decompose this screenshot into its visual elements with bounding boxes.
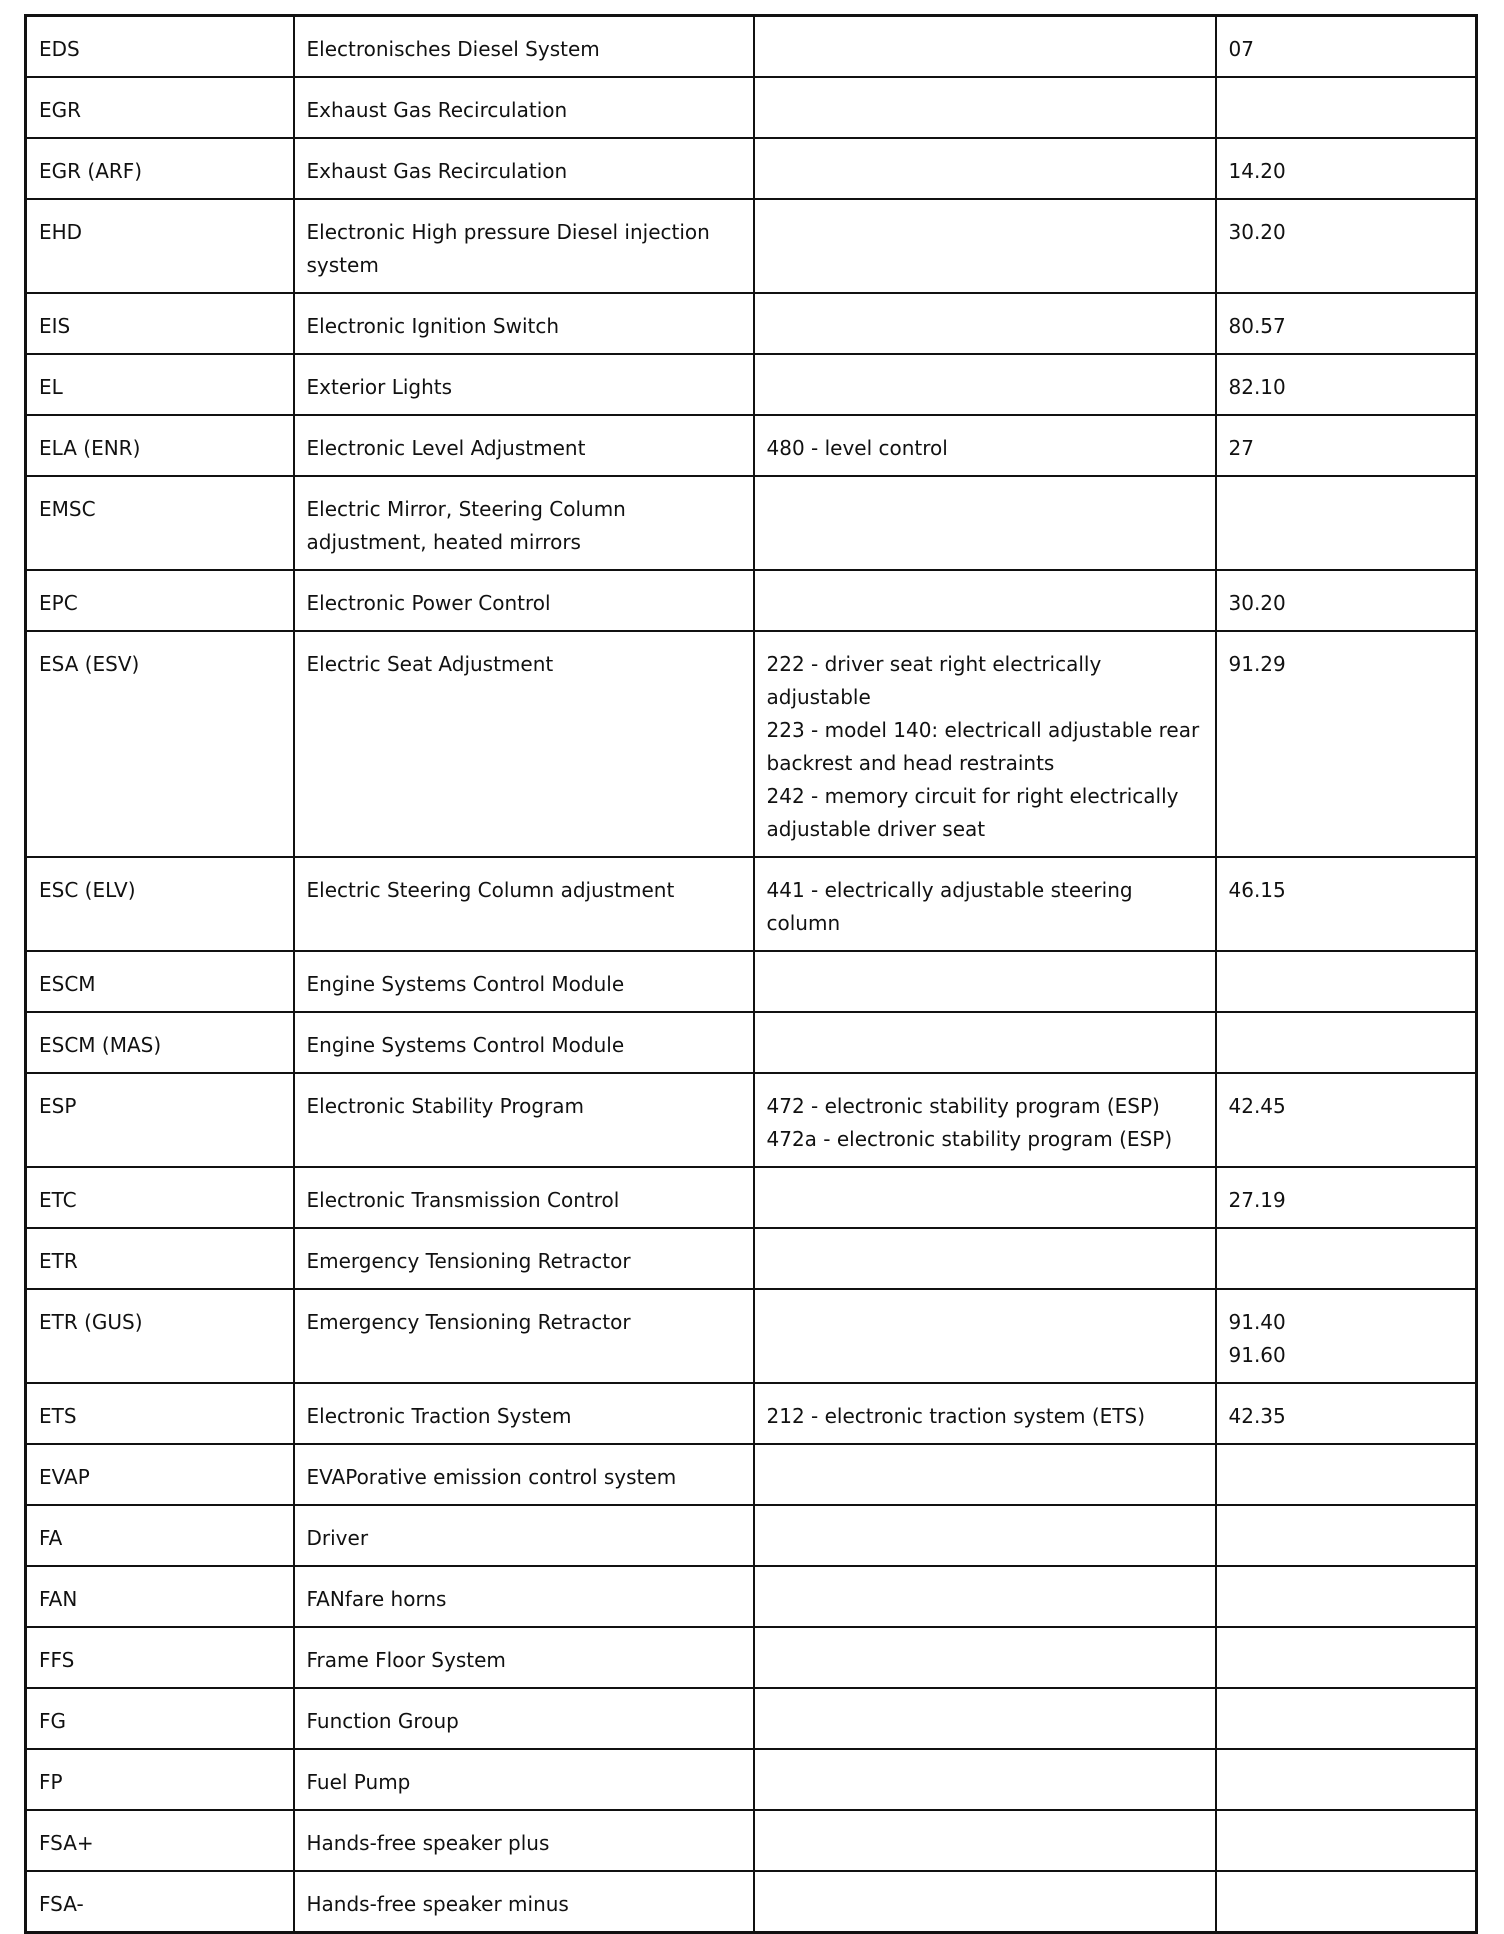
table-row (26, 77, 1477, 138)
table-row (26, 1566, 1477, 1627)
option-code-cell (754, 857, 1216, 951)
option-code-cell (754, 1012, 1216, 1073)
description-cell: Electric Mirror, Steering Column adjustment, heated mirrors (294, 476, 754, 570)
option-code-line: 480 - level control (766, 436, 948, 460)
option-code-line: 212 - electronic traction system (ETS) (766, 1404, 1146, 1428)
reference-number: 42.45 (1228, 1094, 1286, 1118)
option-code-cell (754, 951, 1216, 1012)
abbreviation-cell: EPC (26, 570, 294, 631)
option-code-cell (754, 1566, 1216, 1627)
abbreviation-cell: ETC (26, 1167, 294, 1228)
option-code-cell (754, 1444, 1216, 1505)
reference-number: 80.57 (1228, 314, 1286, 338)
option-code-cell (754, 1688, 1216, 1749)
reference-cell (1216, 476, 1477, 570)
reference-number: 14.20 (1228, 159, 1286, 183)
abbreviation-cell: EVAP (26, 1444, 294, 1505)
description-cell: FANfare horns (294, 1566, 754, 1627)
option-code-cell (754, 1289, 1216, 1383)
table-row (26, 199, 1477, 293)
option-code-cell (754, 415, 1216, 476)
reference-cell (1216, 1167, 1477, 1228)
option-code-line: 222 - driver seat right electrically adjustable (766, 652, 1102, 709)
description-cell: Exterior Lights (294, 354, 754, 415)
table-row (26, 857, 1477, 951)
description-cell: Driver (294, 1505, 754, 1566)
reference-cell (1216, 1688, 1477, 1749)
reference-number: 27.19 (1228, 1188, 1286, 1212)
reference-number: 30.20 (1228, 591, 1286, 615)
table-row (26, 1289, 1477, 1383)
reference-cell (1216, 1505, 1477, 1566)
abbreviation-cell: FSA+ (26, 1810, 294, 1871)
table-row (26, 354, 1477, 415)
description-cell: Engine Systems Control Module (294, 951, 754, 1012)
reference-cell (1216, 1871, 1477, 1933)
table-row (26, 415, 1477, 476)
description-cell: Electronic Power Control (294, 570, 754, 631)
reference-cell (1216, 354, 1477, 415)
description-cell: EVAPorative emission control system (294, 1444, 754, 1505)
abbreviation-cell: FFS (26, 1627, 294, 1688)
reference-cell (1216, 293, 1477, 354)
option-code-cell (754, 199, 1216, 293)
reference-cell (1216, 1810, 1477, 1871)
description-cell: Electronic Transmission Control (294, 1167, 754, 1228)
description-cell: Electronisches Diesel System (294, 16, 754, 78)
abbreviation-cell: EDS (26, 16, 294, 78)
reference-cell (1216, 857, 1477, 951)
table-row (26, 1228, 1477, 1289)
table-row (26, 1012, 1477, 1073)
description-cell: Emergency Tensioning Retractor (294, 1228, 754, 1289)
reference-cell (1216, 138, 1477, 199)
option-code-cell (754, 476, 1216, 570)
abbreviation-cell: FSA- (26, 1871, 294, 1933)
abbreviation-cell: EGR (ARF) (26, 138, 294, 199)
reference-cell (1216, 1012, 1477, 1073)
option-code-line: 472a - electronic stability program (ESP) (766, 1127, 1173, 1151)
table-row (26, 951, 1477, 1012)
table-row (26, 1444, 1477, 1505)
table-row (26, 1383, 1477, 1444)
description-cell: Engine Systems Control Module (294, 1012, 754, 1073)
description-cell: Exhaust Gas Recirculation (294, 138, 754, 199)
reference-number: 91.29 (1228, 652, 1286, 676)
table-row (26, 570, 1477, 631)
abbreviation-cell: ESA (ESV) (26, 631, 294, 857)
option-code-cell (754, 1167, 1216, 1228)
option-code-cell (754, 1505, 1216, 1566)
description-cell: Fuel Pump (294, 1749, 754, 1810)
description-cell: Electric Seat Adjustment (294, 631, 754, 857)
abbreviation-cell: ESC (ELV) (26, 857, 294, 951)
option-code-line: 223 - model 140: electricall adjustable rear backrest and head restraints (766, 718, 1200, 775)
abbreviation-cell: EHD (26, 199, 294, 293)
table-row (26, 1688, 1477, 1749)
reference-cell (1216, 1383, 1477, 1444)
option-code-line: 472 - electronic stability program (ESP) (766, 1094, 1160, 1118)
reference-number: 27 (1228, 436, 1254, 460)
reference-cell (1216, 951, 1477, 1012)
table-row (26, 1627, 1477, 1688)
description-cell: Hands-free speaker minus (294, 1871, 754, 1933)
abbreviation-cell: EGR (26, 77, 294, 138)
reference-cell (1216, 1228, 1477, 1289)
table-row (26, 16, 1477, 78)
abbreviation-table (24, 14, 1478, 1934)
option-code-cell (754, 1383, 1216, 1444)
option-code-cell (754, 1871, 1216, 1933)
option-code-cell (754, 1228, 1216, 1289)
option-code-cell (754, 16, 1216, 78)
table-row (26, 1505, 1477, 1566)
table-row (26, 476, 1477, 570)
description-cell: Exhaust Gas Recirculation (294, 77, 754, 138)
table-row (26, 1871, 1477, 1933)
reference-cell (1216, 16, 1477, 78)
reference-number: 07 (1228, 37, 1254, 61)
option-code-cell (754, 570, 1216, 631)
abbreviation-cell: FP (26, 1749, 294, 1810)
reference-cell (1216, 570, 1477, 631)
reference-number: 82.10 (1228, 375, 1286, 399)
option-code-cell (754, 138, 1216, 199)
reference-cell (1216, 1749, 1477, 1810)
description-cell: Hands-free speaker plus (294, 1810, 754, 1871)
description-cell: Emergency Tensioning Retractor (294, 1289, 754, 1383)
reference-number: 91.40 (1228, 1310, 1286, 1334)
reference-cell (1216, 1566, 1477, 1627)
abbreviation-cell: ETR (26, 1228, 294, 1289)
option-code-cell (754, 1627, 1216, 1688)
abbreviation-cell: FAN (26, 1566, 294, 1627)
abbreviation-cell: ETR (GUS) (26, 1289, 294, 1383)
table-row (26, 1073, 1477, 1167)
option-code-cell (754, 77, 1216, 138)
abbreviation-cell: ELA (ENR) (26, 415, 294, 476)
table-row (26, 1749, 1477, 1810)
reference-cell (1216, 199, 1477, 293)
table-row (26, 293, 1477, 354)
abbreviation-cell: EIS (26, 293, 294, 354)
abbreviation-table-body (26, 16, 1477, 1933)
abbreviation-cell: ESCM (MAS) (26, 1012, 294, 1073)
abbreviation-cell: EL (26, 354, 294, 415)
abbreviation-cell: ETS (26, 1383, 294, 1444)
abbreviation-cell: EMSC (26, 476, 294, 570)
table-row (26, 1810, 1477, 1871)
abbreviation-cell: FA (26, 1505, 294, 1566)
reference-number: 30.20 (1228, 220, 1286, 244)
option-code-cell (754, 1073, 1216, 1167)
reference-number: 42.35 (1228, 1404, 1286, 1428)
description-cell: Function Group (294, 1688, 754, 1749)
table-row (26, 631, 1477, 857)
option-code-cell (754, 354, 1216, 415)
option-code-cell (754, 631, 1216, 857)
table-row (26, 1167, 1477, 1228)
reference-cell (1216, 631, 1477, 857)
reference-cell (1216, 1627, 1477, 1688)
option-code-line: 242 - memory circuit for right electrically adjustable driver seat (766, 784, 1179, 841)
option-code-cell (754, 1749, 1216, 1810)
description-cell: Electronic Ignition Switch (294, 293, 754, 354)
description-cell: Electronic Level Adjustment (294, 415, 754, 476)
description-cell: Frame Floor System (294, 1627, 754, 1688)
reference-cell (1216, 1289, 1477, 1383)
reference-cell (1216, 77, 1477, 138)
reference-number: 91.60 (1228, 1343, 1286, 1367)
reference-number: 46.15 (1228, 878, 1286, 902)
reference-cell (1216, 415, 1477, 476)
option-code-cell (754, 1810, 1216, 1871)
abbreviation-cell: ESP (26, 1073, 294, 1167)
option-code-cell (754, 293, 1216, 354)
reference-cell (1216, 1073, 1477, 1167)
abbreviation-cell: ESCM (26, 951, 294, 1012)
table-row (26, 138, 1477, 199)
option-code-line: 441 - electrically adjustable steering column (766, 878, 1133, 935)
description-cell: Electronic High pressure Diesel injection system (294, 199, 754, 293)
reference-cell (1216, 1444, 1477, 1505)
abbreviation-cell: FG (26, 1688, 294, 1749)
description-cell: Electric Steering Column adjustment (294, 857, 754, 951)
description-cell: Electronic Traction System (294, 1383, 754, 1444)
description-cell: Electronic Stability Program (294, 1073, 754, 1167)
